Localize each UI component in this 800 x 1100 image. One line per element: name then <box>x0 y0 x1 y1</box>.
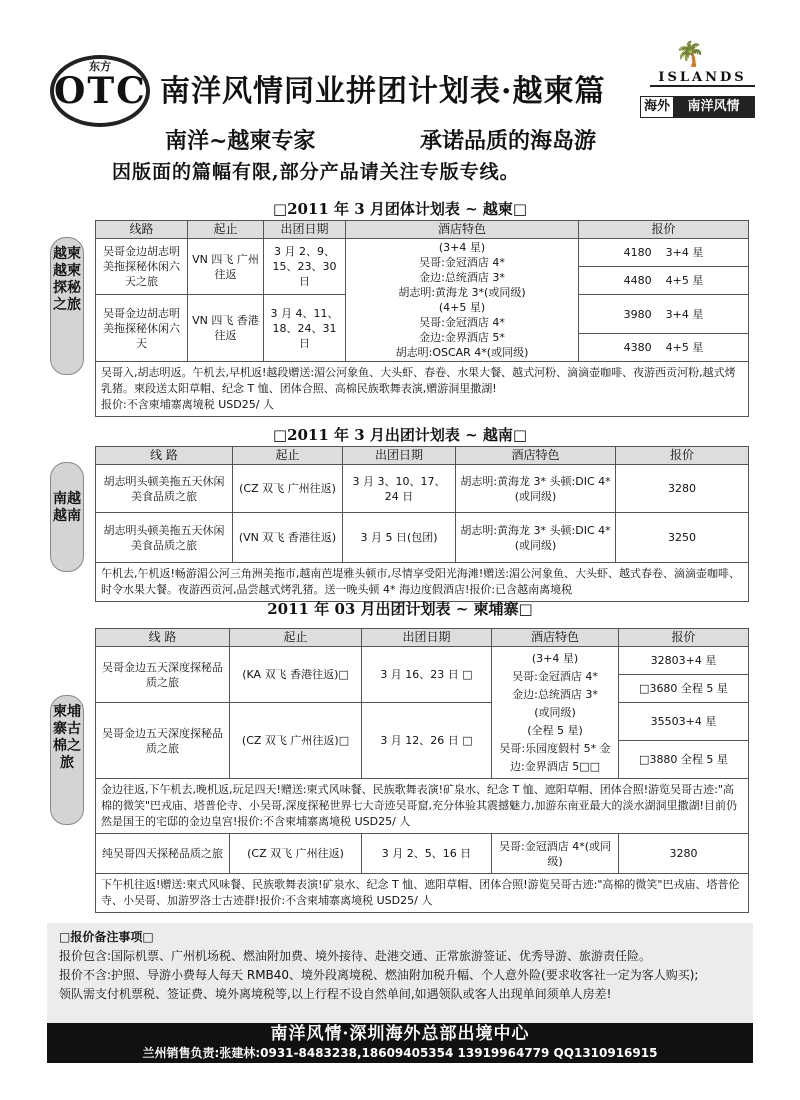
col-header: 起止 <box>230 629 362 647</box>
price-star: 4+5 星 <box>665 274 704 287</box>
col-header: 酒店特色 <box>456 447 616 465</box>
itinerary-description <box>96 362 749 417</box>
price-value: 3980 <box>623 307 652 321</box>
section-tag-cambodia: 柬埔寨古棉之旅 <box>50 695 84 825</box>
route-cell: 胡志明头顿美拖五天休闲美食品质之旅 <box>96 513 233 563</box>
hotel-line: 金边:金界酒店 5* <box>419 331 505 344</box>
col-header: 报价 <box>579 221 749 239</box>
route-cell: 吴哥金边胡志明美拖探秘休闲六天 <box>96 295 188 362</box>
notes-title: □报价备注事项□ <box>59 930 154 944</box>
col-header: 出团日期 <box>343 447 456 465</box>
vietnam-cambodia-table <box>95 220 749 417</box>
notes-line: 报价不含:护照、导游小费每人每天 RMB40、境外段离境税、燃油附加税升幅、个人意外险(要求收客社一定为客人购买); <box>59 968 699 982</box>
company-logo <box>50 55 150 127</box>
section-tag-vietnam-cambodia: 越柬越柬探秘之旅 <box>50 237 84 375</box>
price-cell: 35503+4 星 <box>619 703 749 741</box>
dates-cell: 3 月 16、23 日 □ <box>362 647 492 703</box>
price-value: 4180 <box>623 246 652 259</box>
footer-title: 南洋风情·深圳海外总部出境中心 <box>270 1024 530 1044</box>
islands-logo-text: ISLANDS <box>650 70 755 87</box>
hotel-line: 金边:总统酒店 3* <box>419 271 505 284</box>
route-cell: 吴哥金边胡志明美拖探秘休闲六天之旅 <box>96 239 188 295</box>
hotel-line: 胡志明:OSCAR 4*(或同级) <box>395 346 529 359</box>
price-note: 报价:不含柬埔寨离境税 USD25/ 人 <box>101 398 274 411</box>
hotel-cell: 吴哥:金冠酒店 4*(或同级) <box>492 834 619 874</box>
slogan-left: 南洋~越柬专家 <box>165 128 316 154</box>
col-header: 报价 <box>616 447 749 465</box>
footer-contact: 兰州销售负责:张建林:0931-8483238,18609405354 13919964779 QQ1310916915 <box>142 1046 658 1060</box>
price-cell <box>579 295 749 334</box>
hotel-line: 吴哥:金冠酒店 4* <box>512 669 598 683</box>
hotel-cell <box>492 647 619 779</box>
section-cambodia-title: 2011 年 03 月出团计划表 ~ 柬埔寨□ <box>267 600 533 618</box>
hotel-line: 金边:总统酒店 3* <box>512 687 598 701</box>
itinerary-description: 午机去,午机返!畅游湄公河三角洲美拖市,越南芭堤雅头顿市,尽情享受阳光海滩!赠送:湄公河象鱼、大头虾、越式春卷、滴滴壶咖啡、时令水果大餐。夜游西贡河,品尝越式烤乳猪。送一晚头顿 4* 海边度假酒店!报价:已含越南离境税 <box>96 563 749 602</box>
price-star: 3+4 星 <box>665 307 704 321</box>
route-cell: 吴哥金边五天深度探秘品质之旅 <box>96 647 230 703</box>
logo-small-text: 东方 <box>89 60 111 73</box>
price-cell: 3250 <box>616 513 749 563</box>
slogan-right: 承诺品质的海岛游 <box>420 128 597 154</box>
section-vietnam-cambodia-title: □2011 年 3 月团体计划表 ~ 越柬□ <box>272 200 528 218</box>
col-header: 酒店特色 <box>346 221 579 239</box>
price-cell: 32803+4 星 <box>619 647 749 675</box>
price-cell: 3280 <box>616 465 749 513</box>
price-cell <box>579 334 749 362</box>
col-header: 出团日期 <box>362 629 492 647</box>
dates-cell: 3 月 12、26 日 □ <box>362 703 492 779</box>
itinerary-description: 下午机往返!赠送:柬式风味餐、民族歌舞表演!矿泉水、纪念 T 恤、遮阳草帽、团体合照!游览吴哥古迹:"高棉的微笑"巴戎庙、塔普伦寺、小吴哥、加游罗洛士古迹群!报价:不含柬埔寨离境税 USD25/ 人 <box>96 874 749 913</box>
from-cell: (VN 双飞 香港往返) <box>233 513 343 563</box>
col-header: 线 路 <box>96 629 230 647</box>
col-header: 线 路 <box>96 447 233 465</box>
hotel-line: 吴哥:金冠酒店 4* <box>419 256 505 269</box>
hotel-cell: 胡志明:黄海龙 3* 头顿:DIC 4*(或同级) <box>456 465 616 513</box>
from-cell: (CZ 双飞 广州往返) <box>233 465 343 513</box>
hotel-line: (3+4 星) <box>531 651 579 665</box>
dates-cell: 3 月 4、11、18、24、31 日 <box>264 295 346 362</box>
hotel-line: (3+4 星) <box>438 241 486 254</box>
from-cell: VN 四飞 香港往返 <box>188 295 264 362</box>
price-cell: □3680 全程 5 星 <box>619 675 749 703</box>
hotel-line: 吴哥:乐园度假村 5* 金边:金界酒店 5□□ <box>499 741 611 773</box>
logo-text: OTC <box>54 70 147 112</box>
itinerary-description: 金边往返,下午机去,晚机返,玩足四天!赠送:柬式风味餐、民族歌舞表演!矿泉水、纪念 T 恤、遮阳草帽、团体合照!游览吴哥古迹:"高棉的微笑"巴戎庙、塔普伦寺、小吴哥,深度探秘世界七大奇迹吴哥窟,充分体验其震撼魅力,加游东南亚最大的淡水湖洞里撒湖!目前仍然是国王的宅邸的金边皇宫!报价:不含柬埔寨离境税 USD25/ 人 <box>96 779 749 834</box>
brand-badge <box>640 96 755 118</box>
col-header: 报价 <box>619 629 749 647</box>
col-header: 起止 <box>188 221 264 239</box>
page-title: 南洋风情同业拼团计划表·越柬篇 <box>160 74 606 109</box>
section-tag-vietnam: 南越越南 <box>50 462 84 572</box>
col-header: 出团日期 <box>264 221 346 239</box>
dates-cell: 3 月 3、10、17、24 日 <box>343 465 456 513</box>
price-star: 3+4 星 <box>665 246 704 259</box>
hotel-cell <box>346 239 579 362</box>
price-cell: 3280 <box>619 834 749 874</box>
col-header: 酒店特色 <box>492 629 619 647</box>
price-cell <box>579 267 749 295</box>
notes-box <box>47 923 753 1023</box>
col-header: 起止 <box>233 447 343 465</box>
hotel-cell: 胡志明:黄海龙 3* 头顿:DIC 4*(或同级) <box>456 513 616 563</box>
notes-line: 领队需支付机票税、签证费、境外离境税等,以上行程不设自然单间,如遇领队或客人出现单间须单人房差! <box>59 987 612 1001</box>
hotel-line: 胡志明:黄海龙 3*(或同级) <box>398 286 526 299</box>
description-text: 吴哥入,胡志明返。午机去,早机返!越段赠送:湄公河象鱼、大头虾、春卷、水果大餐、越式河粉、滴滴壶咖啡、夜游西贡河粉,越式烤乳猪。柬段送太阳草帽、纪念 T 恤、团体合照、高棉民族歌舞表演,赠游洞里撒湖! <box>101 366 736 395</box>
from-cell: (CZ 双飞 广州往返)□ <box>230 703 362 779</box>
dates-cell: 3 月 2、9、15、23、30 日 <box>264 239 346 295</box>
from-cell: (KA 双飞 香港往返)□ <box>230 647 362 703</box>
from-cell: VN 四飞 广州往返 <box>188 239 264 295</box>
route-cell: 胡志明头顿美拖五天休闲美食品质之旅 <box>96 465 233 513</box>
footer-bar <box>47 1023 753 1063</box>
palm-tree-icon: 🌴 <box>675 40 705 68</box>
cambodia-table <box>95 628 749 913</box>
dates-cell: 3 月 2、5、16 日 <box>362 834 492 874</box>
price-cell: □3880 全程 5 星 <box>619 741 749 779</box>
vietnam-table <box>95 446 749 602</box>
price-value: 4380 <box>623 341 652 354</box>
hotel-line: (或同级) <box>534 705 576 719</box>
dates-cell: 3 月 5 日(包团) <box>343 513 456 563</box>
brand-left: 海外 <box>643 99 670 114</box>
brand-right: 南洋风情 <box>673 97 754 117</box>
notice-text: 因版面的篇幅有限,部分产品请关注专版专线。 <box>112 161 520 183</box>
price-value: 4480 <box>623 274 652 287</box>
route-cell: 纯吴哥四天探秘品质之旅 <box>96 834 230 874</box>
from-cell: (CZ 双飞 广州往返) <box>230 834 362 874</box>
hotel-line: 吴哥:金冠酒店 4* <box>419 316 505 329</box>
price-star: 4+5 星 <box>665 341 704 354</box>
notes-line: 报价包含:国际机票、广州机场税、燃油附加费、境外接待、赴港交通、正常旅游签证、优秀导游、旅游责任险。 <box>59 949 652 963</box>
section-vietnam-title: □2011 年 3 月出团计划表 ~ 越南□ <box>272 426 528 444</box>
col-header: 线路 <box>96 221 188 239</box>
price-cell <box>579 239 749 267</box>
hotel-line: (全程 5 星) <box>527 723 583 737</box>
route-cell: 吴哥金边五天深度探秘品质之旅 <box>96 703 230 779</box>
hotel-line: (4+5 星) <box>438 301 486 314</box>
